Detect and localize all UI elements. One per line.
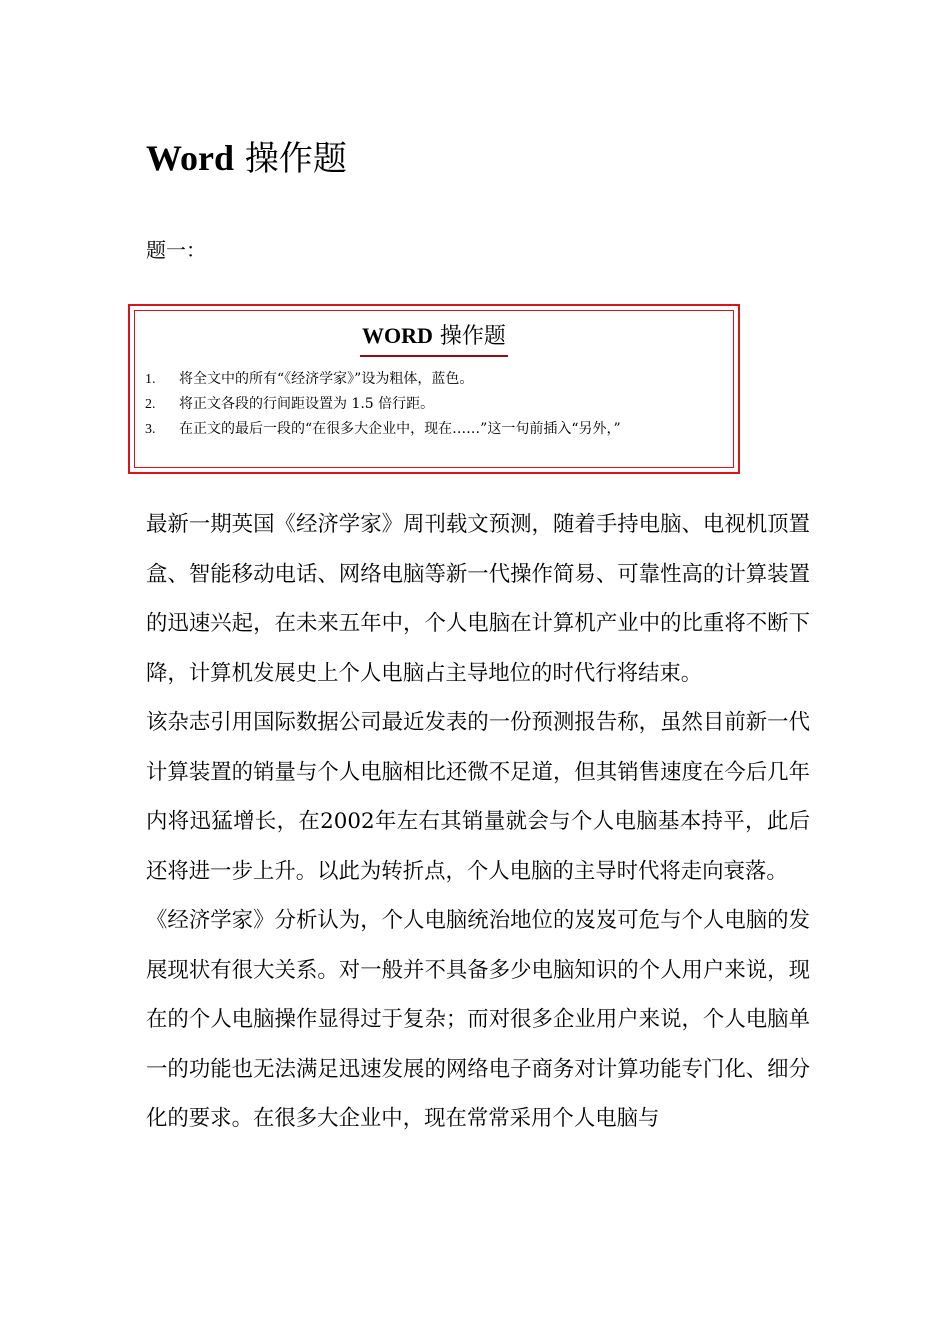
task-list [145, 367, 621, 442]
body-text [146, 500, 810, 1144]
task-box-heading [135, 319, 733, 357]
task-box-inner [134, 310, 734, 468]
task-heading-latin: WORD [362, 323, 433, 348]
paragraph: 该杂志引用国际数据公司最近发表的一份预测报告称，虽然目前新一代计算装置的销量与个人电脑相比还微不足道，但其销售速度在今后几年内将迅猛增长，在2002年左右其销量就会与个人电脑基本持平，此后还将进一步上升。以此为转折点，个人电脑的主导时代将走向衰落。 [146, 710, 810, 884]
task-item [145, 392, 621, 417]
task-item [145, 417, 621, 442]
paragraph: 《经济学家》分析认为，个人电脑统治地位的岌岌可危与个人电脑的发展现状有很大关系。对一般并不具备多少电脑知识的个人用户来说，现在的个人电脑操作显得过于复杂；而对很多企业用户来说，个人电脑单一的功能也无法满足迅速发展的网络电子商务对计算功能专门化、细分化的要求。在很多大企业中，现在常常采用个人电脑与 [146, 908, 810, 1131]
task-item-number: 3. [145, 422, 156, 437]
document-title [146, 136, 347, 181]
task-heading-cjk: 操作题 [432, 324, 506, 349]
paragraph: 最新一期英国《经济学家》周刊载文预测，随着手持电脑、电视机顶置盒、智能移动电话、网络电脑等新一代操作简易、可靠性高的计算装置的迅速兴起，在未来五年中，个人电脑在计算机产业中的比重将不断下降，计算机发展史上个人电脑占主导地位的时代行将结束。 [146, 512, 810, 686]
task-item-text: 将全文中的所有“《经济学家》”设为粗体，蓝色。 [179, 371, 474, 387]
title-latin: Word [146, 138, 235, 178]
section-label: 题一： [146, 238, 206, 262]
title-cjk: 操作题 [234, 139, 347, 179]
task-box [128, 304, 740, 474]
task-item-text: 在正文的最后一段的“在很多大企业中，现在……”这一句前插入“另外，” [179, 421, 621, 437]
task-item-number: 2. [145, 397, 156, 412]
task-item [145, 367, 621, 392]
task-item-text: 将正文各段的行间距设置为 1.5 倍行距。 [179, 396, 435, 412]
task-item-number: 1. [145, 372, 156, 387]
